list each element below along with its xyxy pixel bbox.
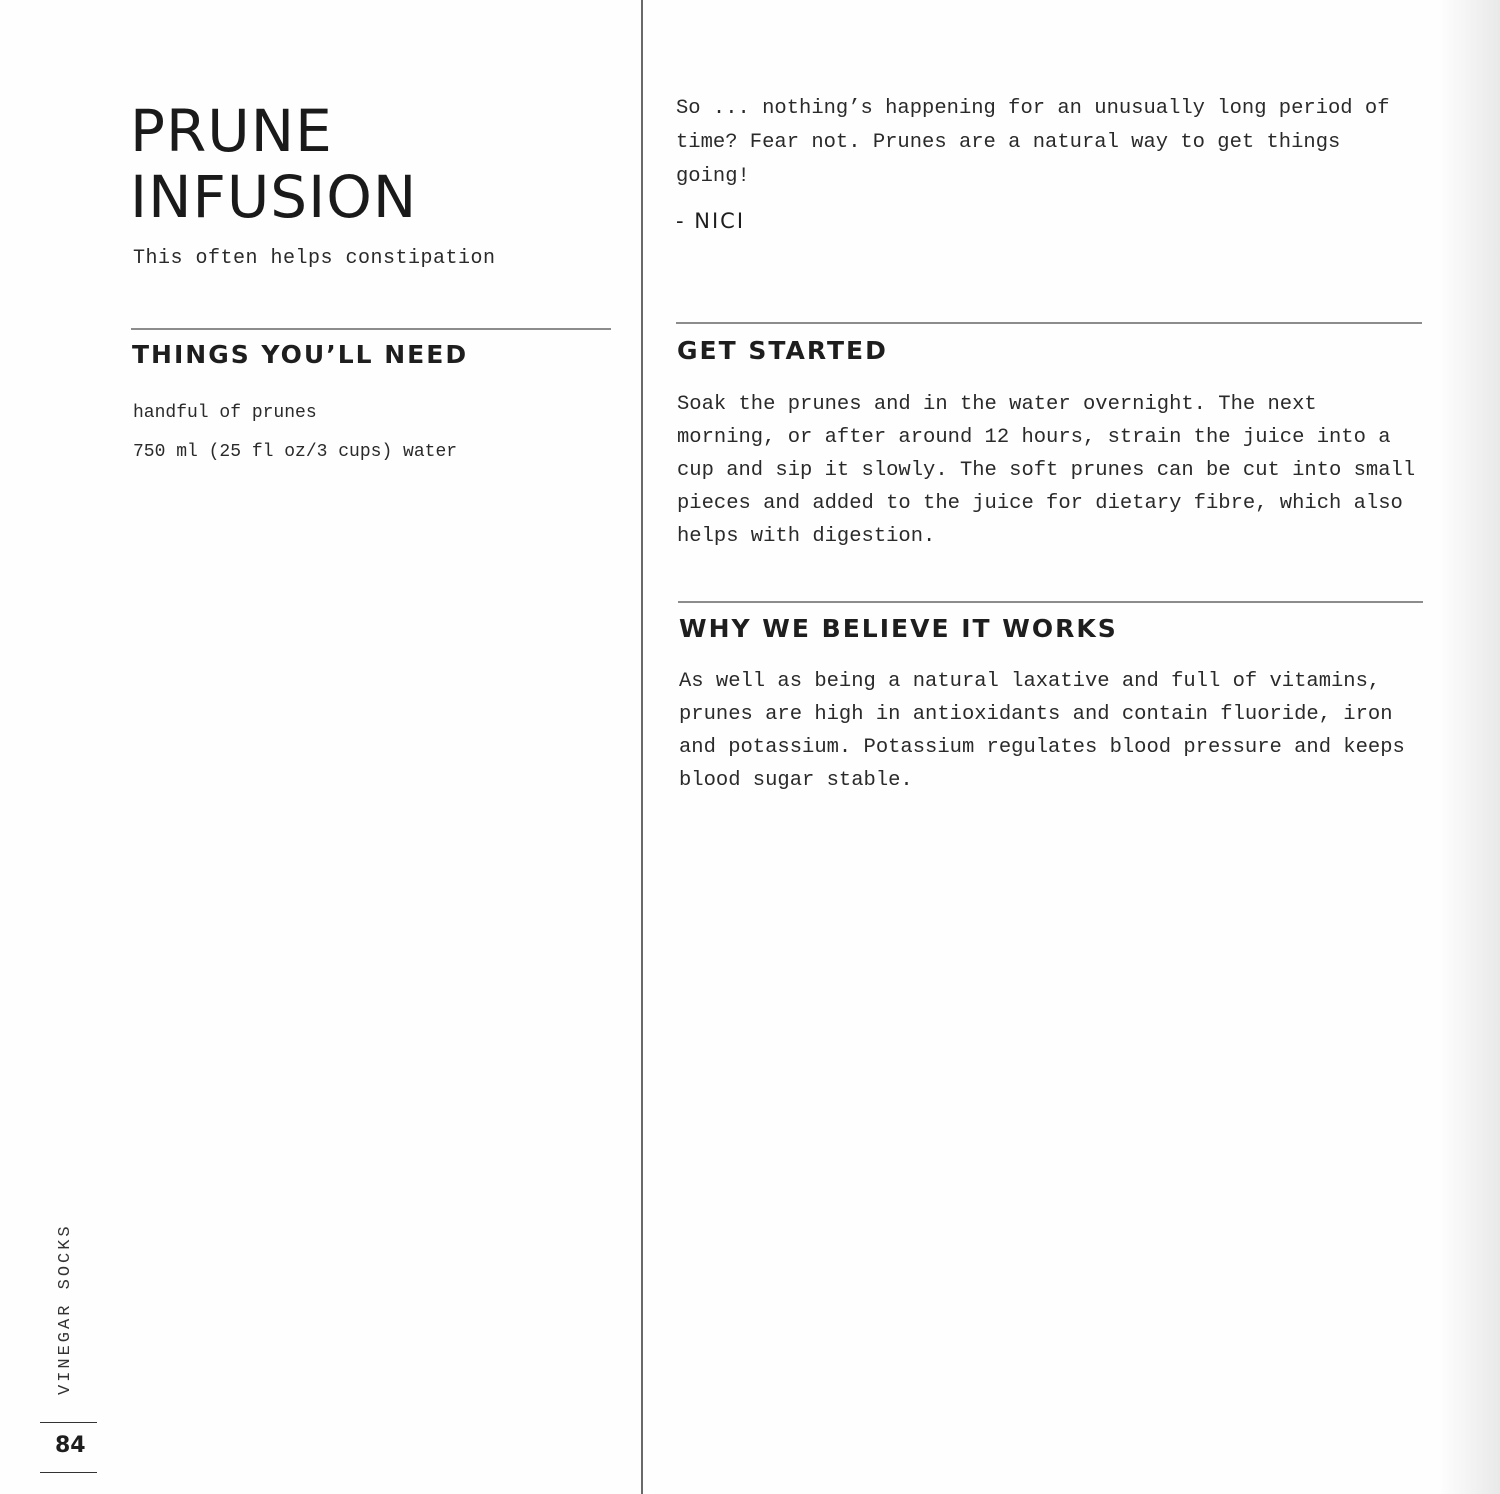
page-edge-shadow: [1440, 0, 1500, 1494]
left-page: [0, 0, 642, 1494]
folio-rule-bottom: [40, 1472, 97, 1473]
ingredient-item: handful of prunes: [133, 403, 317, 423]
get-started-heading: GET STARTED: [677, 336, 888, 365]
gutter-line: [641, 0, 643, 1494]
folio-rule-top: [40, 1422, 97, 1423]
ingredient-item: 750 ml (25 fl oz/3 cups) water: [133, 442, 458, 462]
get-started-body: Soak the prunes and in the water overnight. The next morning, or after around 12 hours, strain the juice into a cup and sip it slowly. The soft prunes can be cut into small pieces and added to the juice for dietary fibre, which also helps with digestion.: [677, 393, 1416, 548]
recipe-subtitle: This often helps constipation: [133, 247, 496, 270]
recipe-title-line-2: INFUSION: [130, 163, 418, 231]
page-number: 84: [55, 1433, 86, 1458]
section-divider-get-started: [676, 322, 1422, 324]
recipe-title: [130, 98, 417, 230]
things-needed-heading: THINGS YOU’LL NEED: [132, 340, 469, 369]
section-divider-things-needed: [131, 328, 611, 330]
why-it-works-body: As well as being a natural laxative and full of vitamins, prunes are high in antioxidants and contain fluoride, iron and potassium. Potassium regulates blood pressure and keeps blood sugar stable.: [679, 670, 1405, 792]
section-divider-why-it-works: [678, 601, 1423, 603]
running-head: VINEGAR SOCKS: [56, 1223, 75, 1395]
recipe-title-line-1: PRUNE: [130, 97, 333, 165]
quote-attribution: - NICI: [676, 209, 746, 233]
intro-quote: So ... nothing’s happening for an unusually long period of time? Fear not. Prunes are a natural way to get things going!: [676, 97, 1390, 188]
ingredients-list: [133, 394, 457, 472]
why-it-works-heading: WHY WE BELIEVE IT WORKS: [679, 614, 1118, 643]
